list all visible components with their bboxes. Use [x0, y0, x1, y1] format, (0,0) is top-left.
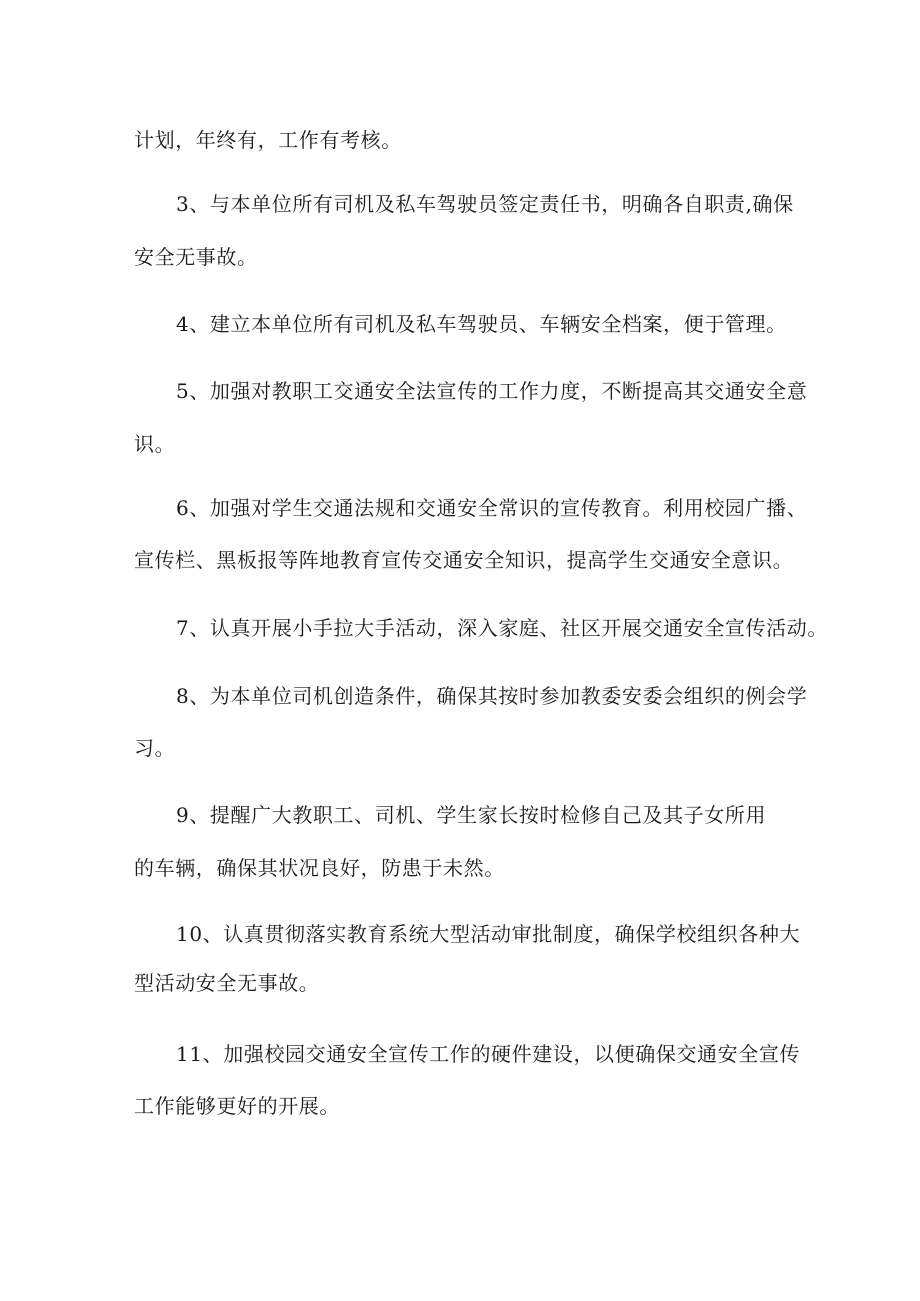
text-item-11-continuation: 工作能够更好的开展。	[134, 1094, 340, 1118]
text-item-7: 7、认真开展小手拉大手活动，深入家庭、社区开展交通安全宣传活动。	[176, 616, 828, 640]
text-item-9: 9、提醒广大教职工、司机、学生家长按时检修自己及其子女所用	[176, 803, 767, 827]
text-item-5: 5、加强对教职工交通安全法宣传的工作力度，不断提高其交通安全意	[176, 379, 808, 403]
text-item-8-continuation: 习。	[134, 736, 176, 760]
text-item-4: 4、建立本单位所有司机及私车驾驶员、车辆安全档案，便于管理。	[176, 312, 787, 336]
text-item-6-continuation: 宣传栏、黑板报等阵地教育宣传交通安全知识，提高学生交通安全意识。	[134, 548, 794, 572]
text-item-9-continuation: 的车辆，确保其状况良好，防患于未然。	[134, 856, 505, 880]
text-item-3-continuation: 安全无事故。	[134, 245, 258, 269]
text-line-continuation-plan: 计划，年终有，工作有考核。	[134, 128, 402, 152]
text-item-11: 11、加强校园交通安全宣传工作的硬件建设，以便确保交通安全宣传	[176, 1042, 801, 1066]
text-item-10: 10、认真贯彻落实教育系统大型活动审批制度，确保学校组织各种大	[176, 922, 801, 946]
text-item-5-continuation: 识。	[134, 432, 176, 456]
text-item-6: 6、加强对学生交通法规和交通安全常识的宣传教育。利用校园广播、	[176, 496, 808, 520]
text-item-8: 8、为本单位司机创造条件，确保其按时参加教委安委会组织的例会学	[176, 684, 808, 708]
text-item-10-continuation: 型活动安全无事故。	[134, 971, 320, 995]
text-item-3: 3、与本单位所有司机及私车驾驶员签定责任书，明确各自职责,确保	[176, 192, 794, 216]
